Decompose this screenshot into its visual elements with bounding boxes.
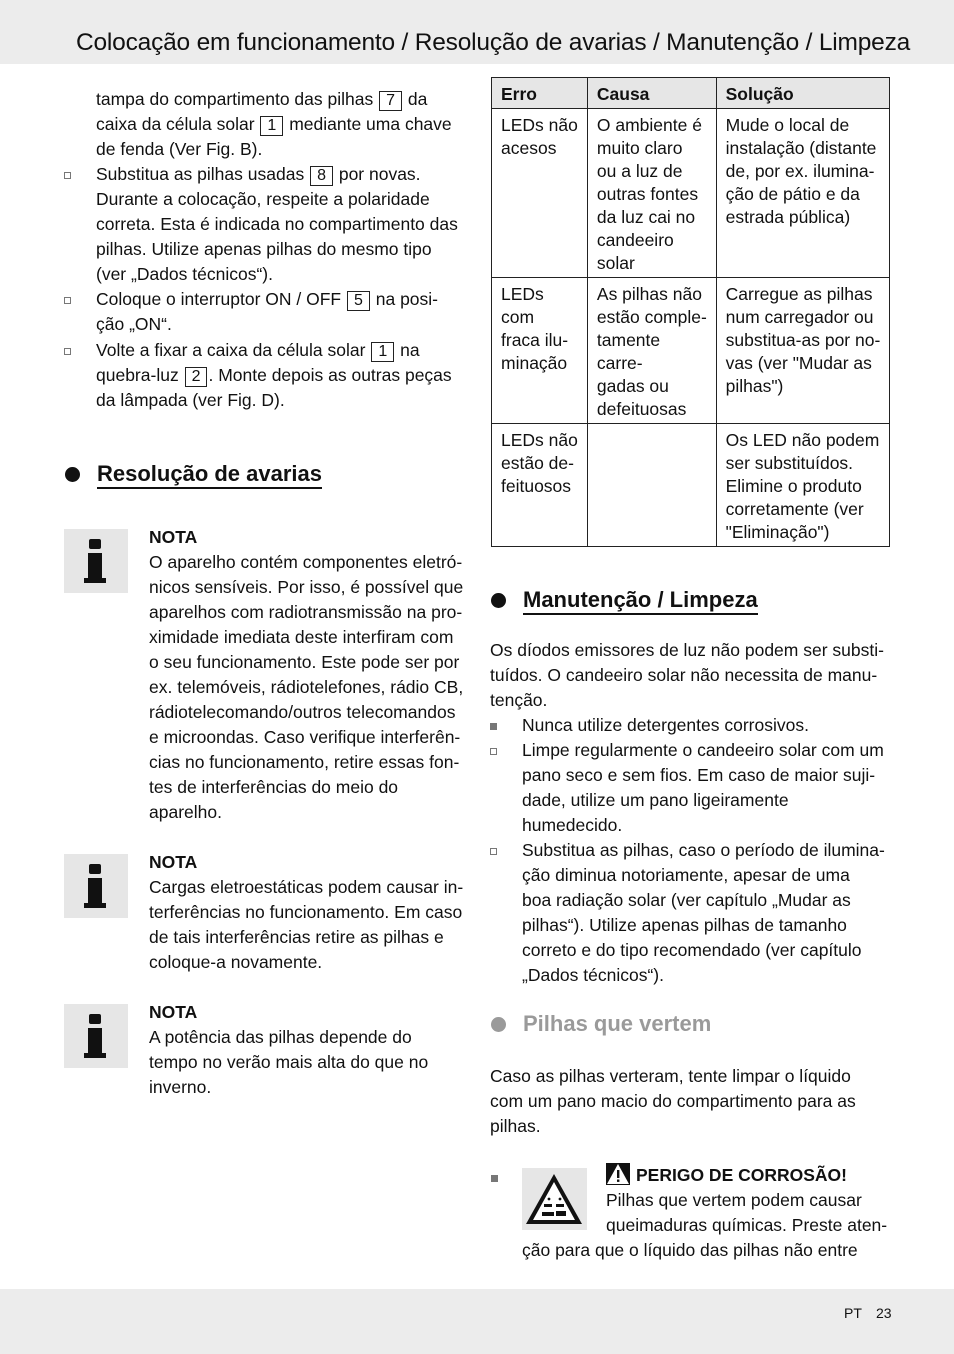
text-line: correto e do tipo recomendado (ver capítulo [522, 940, 862, 960]
text-line: Limpe regularmente o candeeiro solar com um [522, 740, 884, 760]
text-line: caixa da célula solar 1 mediante uma chave [96, 114, 452, 134]
page-header [0, 0, 954, 64]
text-line: Coloque o interruptor ON / OFF 5 na posi- [96, 289, 438, 309]
table-cell: LEDs não acesos [492, 109, 588, 278]
info-icon [64, 1004, 128, 1068]
table-cell: LEDs não estão de- feituosos [492, 424, 588, 547]
table-cell: O ambiente é muito claro ou a luz de outras fontes da luz cai no candeeiro solar [587, 109, 716, 278]
text-line: terferências no funcionamento. Em caso [149, 902, 463, 922]
checkbox-bullet-icon [64, 172, 71, 179]
text-line: queimaduras químicas. Preste aten- [606, 1215, 888, 1235]
page-number: 23 [876, 1305, 892, 1321]
note-box [64, 1000, 464, 1100]
table-header-row [492, 78, 890, 109]
table-cell: Carregue as pilhas num carregador ou substitua-as por no- vas (ver "Mudar as pilhas") [716, 278, 889, 424]
text-line: aparelhos com radiotransmissão na pro- [149, 602, 463, 622]
maintenance-item [490, 713, 890, 738]
note-title: NOTA [149, 1002, 198, 1022]
table-row [492, 278, 890, 424]
text-line: tempo no verão mais alta do que no [149, 1052, 429, 1072]
part-number: 5 [347, 291, 370, 311]
column-header-solution: Solução [716, 78, 889, 109]
text-line: Volte a fixar a caixa da célula solar 1 na [96, 340, 420, 360]
text-line: ximidade imediata deste interfiram com [149, 627, 454, 647]
part-number: 7 [379, 91, 402, 111]
maintenance-section [490, 586, 890, 988]
maintenance-intro [490, 638, 890, 713]
text-line: Os díodos emissores de luz não podem ser substi- [490, 640, 884, 660]
section-heading-maintenance: Manutenção / Limpeza [490, 586, 890, 614]
part-number: 1 [260, 116, 283, 136]
instruction-step [64, 287, 464, 337]
text-line: Pilhas que vertem podem causar [606, 1190, 862, 1210]
page-title: Colocação em funcionamento / Resolução de avarias / Manutenção / Limpeza [76, 29, 911, 56]
text-line: ção para que o líquido das pilhas não entre [522, 1240, 858, 1260]
text-line: pilhas. Utilize apenas pilhas do mesmo tipo [96, 239, 432, 259]
text-line: correta. Esta é indicada no compartimento das [96, 214, 458, 234]
text-line: A potência das pilhas depende do [149, 1027, 412, 1047]
text-line: de fenda (Ver Fig. B). [96, 139, 263, 159]
warning-title-line [606, 1163, 896, 1188]
text-line: Durante a colocação, respeite a polaridade [96, 189, 430, 209]
text-line: nicos sensíveis. Por isso, é possível que [149, 577, 464, 597]
maintenance-item [490, 838, 890, 988]
text-line: Substitua as pilhas, caso o período de ilumina- [522, 840, 885, 860]
text-line: de tais interferências retire as pilhas e [149, 927, 444, 947]
page-footer [0, 1289, 954, 1354]
text-line: o seu funcionamento. Este pode ser por [149, 652, 460, 672]
warning-triangle-icon [606, 1163, 630, 1185]
text-line: quebra-luz 2 . Monte depois as outras peças [96, 365, 452, 385]
text-line: boa radiação solar (ver capítulo „Mudar as [522, 890, 851, 910]
checkbox-bullet-icon [490, 748, 497, 755]
square-bullet-icon [491, 1175, 498, 1182]
part-number: 2 [185, 367, 208, 387]
note-title: NOTA [149, 527, 198, 547]
table-cell: Mude o local de instalação (distante de, por ex. ilumina- ção de pátio e da estrada pública) [716, 109, 889, 278]
text-line: com um pano macio do compartimento para as [490, 1091, 856, 1111]
table-cell: LEDs com fraca ilu- minação [492, 278, 588, 424]
text-line: inverno. [149, 1077, 212, 1097]
square-bullet-icon [490, 723, 497, 730]
text-line: ção diminua notoriamente, apesar de uma [522, 865, 850, 885]
info-icon [64, 854, 128, 918]
text-line: Nunca utilize detergentes corrosivos. [522, 715, 809, 735]
checkbox-bullet-icon [490, 848, 497, 855]
table-row [492, 109, 890, 278]
text-line: dade, utilize um pano ligeiramente humedecido. [522, 790, 789, 835]
text-line: e microondas. Caso verifique interferên- [149, 727, 461, 747]
column-header-error: Erro [492, 78, 588, 109]
table-cell: Os LED não podem ser substituídos. Elimine o produto corretamente (ver "Eliminação") [716, 424, 889, 547]
text-line: tenção. [490, 690, 548, 710]
info-icon [64, 529, 128, 593]
leaking-intro [490, 1064, 890, 1139]
note-box [64, 850, 464, 975]
text-line: coloque-a novamente. [149, 952, 323, 972]
bullet-dot-icon [491, 1017, 506, 1032]
text-line: pano seco e sem fios. Em caso de maior suji- [522, 765, 876, 785]
note-title: NOTA [149, 852, 198, 872]
leaking-batteries-section [490, 1010, 890, 1139]
column-header-cause: Causa [587, 78, 716, 109]
left-column [64, 87, 464, 1100]
text-line: (ver „Dados técnicos“). [96, 264, 273, 284]
section-heading-troubleshooting: Resolução de avarias [64, 460, 464, 488]
note-box [64, 525, 464, 825]
text-line: ex. telemóveis, rádiotelefones, rádio CB, [149, 677, 464, 697]
text-line: Caso as pilhas verteram, tente limpar o líquido [490, 1066, 851, 1086]
corrosion-warning-icon [522, 1168, 587, 1230]
instruction-step [64, 338, 464, 413]
corrosion-warning [606, 1163, 896, 1238]
section-heading-leaking: Pilhas que vertem [490, 1010, 890, 1038]
text-line: pilhas“). Utilize apenas pilhas de tamanho [522, 915, 847, 935]
table-row [492, 424, 890, 547]
text-line: aparelho. [149, 802, 222, 822]
text-line: rádiotelecomando/outros telecomandos [149, 702, 456, 722]
bullet-dot-icon [65, 467, 80, 482]
text-line: tuídos. O candeeiro solar não necessita de manu- [490, 665, 878, 685]
troubleshooting-table [491, 77, 890, 547]
maintenance-item [490, 738, 890, 838]
checkbox-bullet-icon [64, 348, 71, 355]
bullet-dot-icon [491, 593, 506, 608]
warning-title: PERIGO DE CORROSÃO! [636, 1165, 847, 1185]
table-cell [587, 424, 716, 547]
text-line: tes de interferências do meio do [149, 777, 399, 797]
text-line: Substitua as pilhas usadas 8 por novas. [96, 164, 421, 184]
checkbox-bullet-icon [64, 297, 71, 304]
table-cell: As pilhas não estão comple- tamente carre- gadas ou defeituosas [587, 278, 716, 424]
continued-instruction [64, 87, 464, 162]
part-number: 8 [310, 166, 333, 186]
text-line: tampa do compartimento das pilhas 7 da [96, 89, 428, 109]
part-number: 1 [371, 342, 394, 362]
language-code: PT [844, 1305, 862, 1321]
text-line: da lâmpada (ver Fig. D). [96, 390, 285, 410]
instruction-step [64, 162, 464, 287]
text-line: cias no funcionamento, retire essas fon- [149, 752, 460, 772]
text-line: pilhas. [490, 1116, 541, 1136]
text-line: Cargas eletroestáticas podem causar in- [149, 877, 464, 897]
text-line: „Dados técnicos“). [522, 965, 664, 985]
text-line: ção „ON“. [96, 314, 172, 334]
text-line: O aparelho contém componentes eletró- [149, 552, 463, 572]
